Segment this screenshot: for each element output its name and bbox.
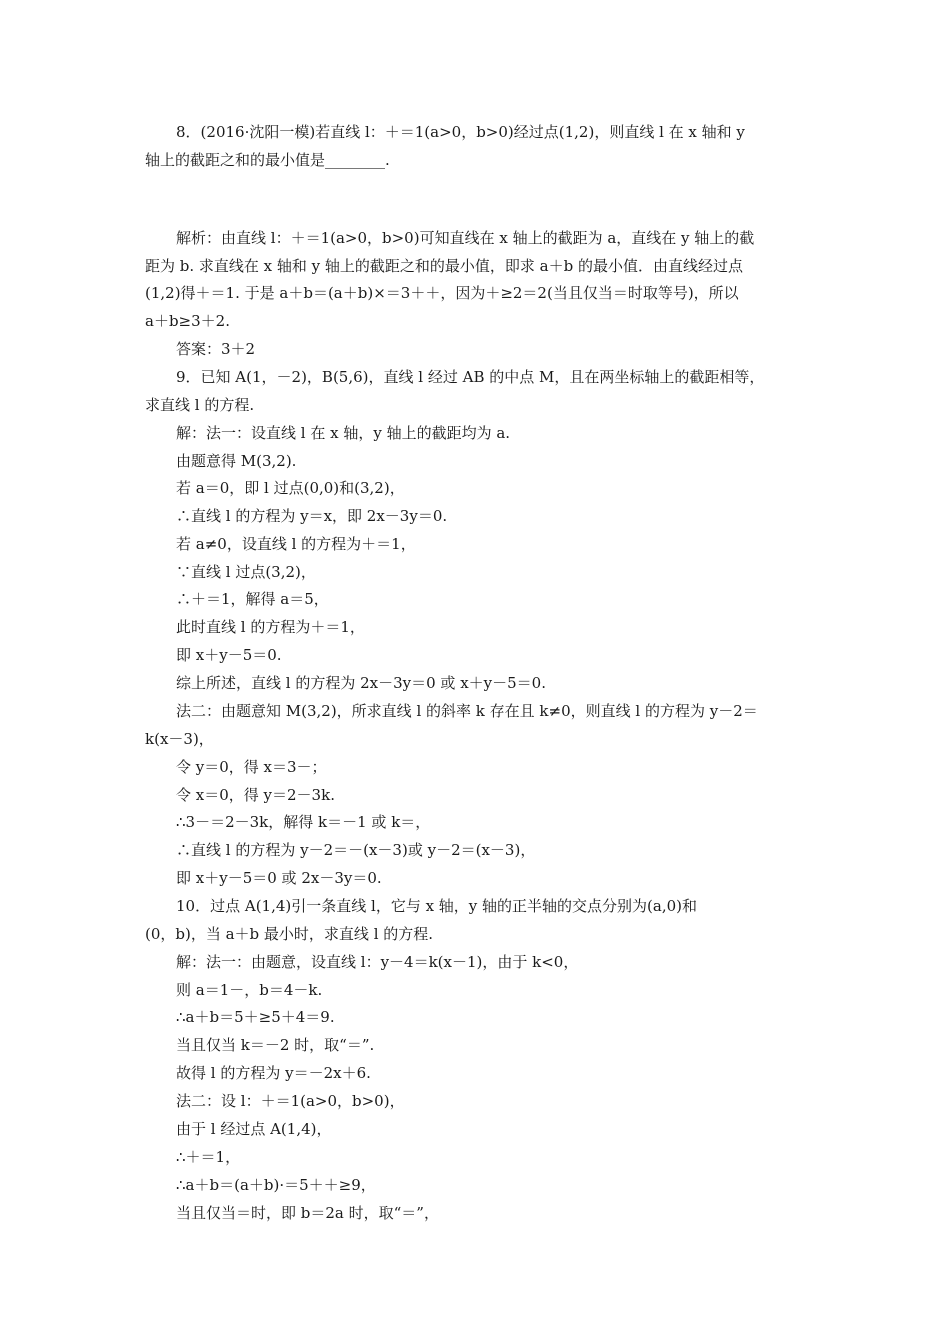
q10-sol-4: 当且仅当 k＝－2 时，取“＝”.: [176, 1036, 375, 1054]
q10-sol-3: ∴a＋b＝5＋≥5＋4＝9.: [176, 1008, 335, 1026]
q10-method2-3: ∴＋＝1，: [176, 1148, 241, 1166]
q10-sol-2: 则 a＝1－，b＝4－k.: [176, 981, 323, 999]
q8-line-2: 轴上的截距之和的最小值是________.: [145, 151, 390, 169]
q9-sol-2: 由题意得 M(3,2).: [176, 452, 297, 470]
q9-method2-6: ∴直线 l 的方程为 y－2＝－(x－3)或 y－2＝(x－3)，: [176, 841, 536, 859]
q9-method2-3: 令 y＝0，得 x＝3－；: [176, 758, 327, 776]
q10-line-2: (0，b)，当 a＋b 最小时，求直线 l 的方程.: [145, 925, 434, 943]
q10-line-1: 10．过点 A(1,4)引一条直线 l，它与 x 轴，y 轴的正半轴的交点分别为(a,0)和: [176, 897, 698, 915]
q9-sol-1: 解：法一：设直线 l 在 x 轴，y 轴上的截距均为 a.: [176, 424, 511, 442]
q8-solution-2: 距为 b. 求直线在 x 轴和 y 轴上的截距之和的最小值，即求 a＋b 的最小值．由直线经过点: [145, 257, 743, 275]
q10-method2-5: 当且仅当＝时，即 b＝2a 时，取“＝”，: [176, 1204, 439, 1222]
q10-sol-5: 故得 l 的方程为 y＝－2x＋6.: [176, 1064, 371, 1082]
q8-answer: 答案：3＋2: [176, 340, 256, 358]
q9-sol-5: 若 a≠0，设直线 l 的方程为＋＝1，: [176, 535, 416, 553]
q9-method2-1: 法二：由题意知 M(3,2)，所求直线 l 的斜率 k 存在且 k≠0，则直线 l 的方程为 y－2＝: [176, 702, 758, 720]
q9-sol-3: 若 a＝0，即 l 过点(0,0)和(3,2)，: [176, 479, 405, 497]
q9-method2-2: k(x－3)，: [145, 730, 214, 748]
q9-method2-4: 令 x＝0，得 y＝2－3k.: [176, 786, 335, 804]
q9-method2-7: 即 x＋y－5＝0 或 2x－3y＝0.: [176, 869, 382, 887]
q9-sol-10: 综上所述，直线 l 的方程为 2x－3y＝0 或 x＋y－5＝0.: [176, 674, 546, 692]
q10-sol-1: 解：法一：由题意，设直线 l：y－4＝k(x－1)，由于 k<0，: [176, 953, 579, 971]
q8-solution-4: a＋b≥3＋2.: [145, 312, 230, 330]
q8-solution-1: 解析：由直线 l：＋＝1(a>0，b>0)可知直线在 x 轴上的截距为 a，直线在 y 轴上的截: [176, 229, 755, 247]
q9-sol-9: 即 x＋y－5＝0.: [176, 646, 282, 664]
q9-line-1: 9．已知 A(1，－2)，B(5,6)，直线 l 经过 AB 的中点 M，且在两坐标轴上的截距相等，: [176, 368, 765, 386]
q9-sol-6: ∵直线 l 过点(3,2)，: [176, 563, 316, 581]
q8-line-1: 8．(2016·沈阳一模)若直线 l：＋＝1(a>0，b>0)经过点(1,2)，则直线 l 在 x 轴和 y: [176, 123, 745, 141]
q9-sol-4: ∴直线 l 的方程为 y＝x，即 2x－3y＝0.: [176, 507, 448, 525]
q10-method2-2: 由于 l 经过点 A(1,4)，: [176, 1120, 332, 1138]
q9-sol-8: 此时直线 l 的方程为＋＝1，: [176, 618, 365, 636]
q9-line-2: 求直线 l 的方程.: [145, 396, 255, 414]
q10-method2-1: 法二：设 l：＋＝1(a>0，b>0)，: [176, 1092, 405, 1110]
q10-method2-4: ∴a＋b＝(a＋b)·＝5＋＋≥9，: [176, 1176, 376, 1194]
q8-solution-3: (1,2)得＋＝1. 于是 a＋b＝(a＋b)×＝3＋＋，因为＋≥2＝2(当且仅当＝时取等号)，所以: [145, 284, 739, 302]
q9-method2-5: ∴3－＝2－3k，解得 k＝－1 或 k＝，: [176, 813, 431, 831]
q9-sol-7: ∴＋＝1，解得 a＝5，: [176, 590, 329, 608]
